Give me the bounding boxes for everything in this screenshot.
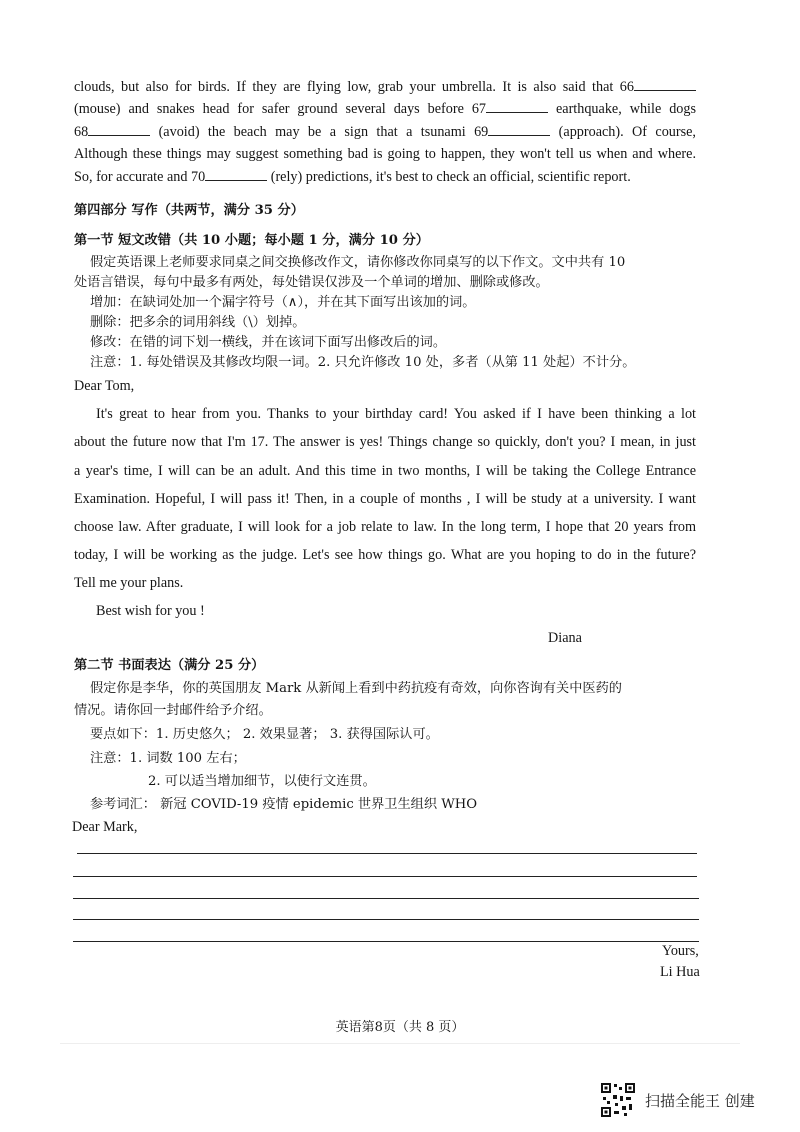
writing-line[interactable] [73, 898, 699, 899]
section2-heading: 第二节 书面表达（满分 25 分） [74, 658, 265, 673]
section1-note: 注意：1. 每处错误及其修改均限一词。2. 只允许修改 10 处，多者（从第 11 处起）不计分。 [90, 355, 636, 370]
letter-body-line-1: It's great to hear from you. Thanks to your birthday card! You asked if I have been thinking a lot [96, 406, 696, 422]
blank-67[interactable] [486, 100, 548, 113]
footer-divider [60, 1043, 740, 1044]
cloze-line-2: (mouse) and snakes head for safer ground several days before 67 earthquake, while dogs [74, 101, 696, 117]
section2-name: Li Hua [660, 964, 700, 980]
blank-68[interactable] [88, 123, 150, 136]
section1-heading: 第一节 短文改错（共 10 小题；每小题 1 分，满分 10 分） [74, 233, 429, 248]
section2-closing: Yours, [662, 943, 699, 959]
letter-body-line-5: choose law. After graduate, I will look for a job relate to law. In the long term, I hope that 20 years from [74, 519, 696, 535]
section2-prompt-line-2: 情况。请你回一封邮件给予介绍。 [74, 703, 272, 718]
letter-body-line-7: Tell me your plans. [74, 575, 184, 591]
cloze-line-4: Although these things may suggest something bad is going to happen, they won't tell us when and where. [74, 146, 696, 162]
section2-prompt-line-1: 假定你是李华，你的英国朋友 Mark 从新闻上看到中药抗疫有奇效，向你咨询有关中医药的 [90, 681, 622, 696]
letter-closing: Best wish for you ! [96, 603, 205, 619]
section2-vocab: 参考词汇： 新冠 COVID-19 疫情 epidemic 世界卫生组织 WHO [90, 797, 478, 812]
writing-line[interactable] [73, 876, 697, 877]
section1-instruction-1: 假定英语课上老师要求同桌之间交换修改作文，请你修改你同桌写的以下作文。文中共有 10 [90, 255, 626, 270]
qr-code-icon [600, 1082, 636, 1118]
cloze-line-5: So, for accurate and 70 (rely) predictions, it's best to check an official, scientific report. [74, 169, 631, 185]
blank-66[interactable] [634, 78, 696, 91]
letter-signature: Diana [548, 630, 582, 646]
letter-greeting: Dear Tom, [74, 378, 135, 394]
blank-69[interactable] [488, 123, 550, 136]
letter-body-line-6: today, I will be working as the judge. Let's see how things go. What are you hoping to do in the future? [74, 547, 696, 563]
letter-body-line-3: a year's time, I will can be an adult. And this time in two months, I will be taking the College Entrance [74, 463, 696, 479]
letter-body-line-4: Examination. Hopeful, I will pass it! Then, in a couple of months , I will be study at a university. I want [74, 491, 696, 507]
section2-greeting: Dear Mark, [72, 819, 138, 835]
section1-modify-rule: 修改：在错的词下划一横线，并在该词下面写出修改后的词。 [90, 335, 447, 350]
blank-70[interactable] [205, 168, 267, 181]
cloze-line-1: clouds, but also for birds. If they are flying low, grab your umbrella. It is also said that 66 [74, 76, 696, 99]
section1-add-rule: 增加：在缺词处加一个漏字符号（∧），并在其下面写出该加的词。 [90, 295, 476, 310]
writing-line[interactable] [73, 941, 699, 942]
section1-delete-rule: 删除：把多余的词用斜线（\）划掉。 [90, 315, 306, 330]
section2-note-2: 2. 可以适当增加细节，以使行文连贯。 [148, 774, 376, 789]
section1-instruction-2: 处语言错误，每句中最多有两处，每处错误仅涉及一个单词的增加、删除或修改。 [74, 275, 549, 290]
scanner-watermark: 扫描全能王 创建 [645, 1092, 755, 1110]
writing-line[interactable] [77, 853, 697, 854]
section2-note-1: 注意：1. 词数 100 左右； [90, 751, 246, 766]
section2-points: 要点如下：1. 历史悠久； 2. 效果显著； 3. 获得国际认可。 [90, 727, 439, 742]
part4-heading: 第四部分 写作（共两节，满分 35 分） [74, 203, 304, 218]
cloze-line-3: 68 (avoid) the beach may be a sign that a tsunami 69 (approach). Of course, [74, 124, 696, 140]
writing-line[interactable] [73, 919, 699, 920]
page-footer: 英语第8页（共 8 页） [335, 1020, 465, 1035]
letter-body-line-2: about the future now that I'm 17. The answer is yes! Things change so quickly, don't you? I mean, in just [74, 434, 696, 450]
